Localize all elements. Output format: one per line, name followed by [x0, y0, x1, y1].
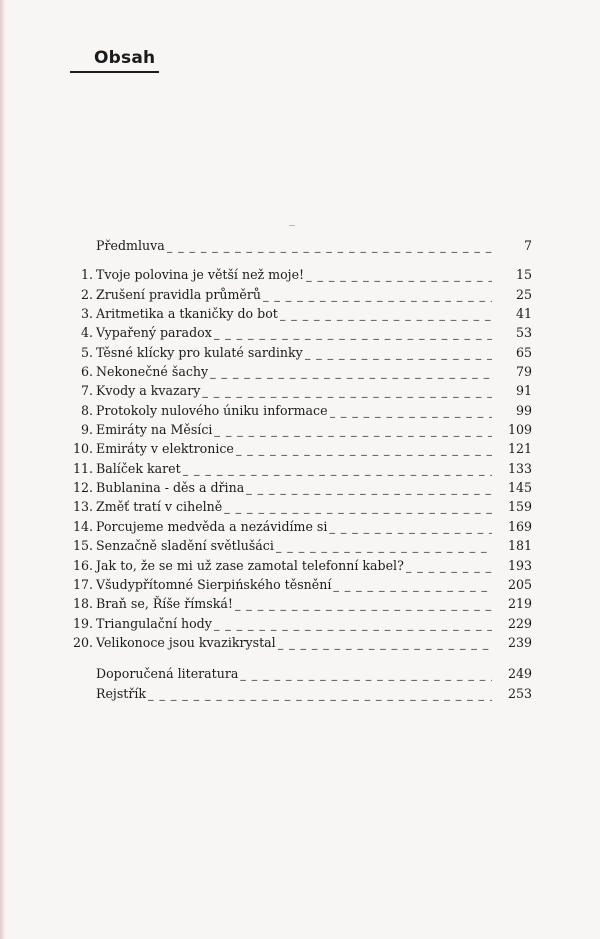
toc-page: 145 — [507, 480, 532, 496]
dot-leader — [210, 363, 492, 382]
toc-title: Velikonoce jsou kvazikrystal — [96, 634, 276, 650]
toc-page: 219 — [507, 596, 532, 612]
toc-number: 7. — [80, 383, 93, 399]
toc-number: 13. — [72, 499, 93, 515]
toc-number: 11. — [72, 460, 93, 476]
toc-number: 8. — [80, 402, 93, 418]
toc-row[interactable] — [58, 594, 532, 613]
toc-title: Balíček karet — [96, 460, 181, 476]
toc-title: Bublanina - děs a dřina — [96, 480, 245, 496]
dot-leader — [280, 305, 492, 324]
toc-title: Protokoly nulového úniku informace — [96, 402, 328, 418]
dot-leader — [263, 286, 492, 305]
chapters-group — [58, 265, 532, 652]
toc-title: Doporučená literatura — [96, 666, 239, 682]
toc-page: 121 — [507, 441, 532, 457]
toc-row[interactable] — [58, 401, 532, 420]
toc-page: 159 — [507, 499, 532, 515]
toc-row[interactable] — [58, 684, 532, 703]
toc-row[interactable] — [58, 517, 532, 536]
dot-leader — [224, 498, 492, 517]
toc-number: 9. — [80, 422, 93, 438]
toc-number: 19. — [72, 615, 93, 631]
toc-page: 25 — [515, 286, 532, 302]
toc-title: Emiráty na Měsíci — [96, 422, 213, 438]
dot-leader — [278, 634, 492, 653]
toc-number: 4. — [80, 325, 93, 341]
toc-number: 6. — [80, 364, 93, 380]
toc-title: Aritmetika a tkaničky do bot — [96, 306, 278, 322]
toc-row[interactable] — [58, 323, 532, 342]
toc-title: Triangulační hody — [96, 615, 212, 631]
toc-row[interactable] — [58, 459, 532, 478]
toc-row[interactable] — [58, 265, 532, 284]
toc-title: Emiráty v elektronice — [96, 441, 234, 457]
toc-number: 10. — [72, 441, 93, 457]
dot-leader — [406, 557, 492, 576]
toc-page: 181 — [507, 538, 532, 554]
toc-number: 12. — [72, 480, 93, 496]
toc-number: 16. — [72, 557, 93, 573]
toc-title: Změť tratí v cihelně — [96, 499, 223, 515]
toc-number: 3. — [80, 306, 93, 322]
toc-row-preface[interactable] — [58, 236, 532, 255]
toc-title: Rejstřík — [96, 685, 147, 701]
toc-number: 1. — [80, 267, 93, 283]
toc-number: 18. — [72, 596, 93, 612]
toc-title: Těsné klícky pro kulaté sardinky — [96, 344, 303, 360]
dot-leader — [305, 344, 492, 363]
toc-title: Senzačně sladění světlušáci — [96, 538, 274, 554]
toc-page: 205 — [507, 576, 532, 592]
dot-leader — [167, 237, 492, 256]
toc-row[interactable] — [58, 285, 532, 304]
table-of-contents — [58, 236, 532, 703]
toc-row[interactable] — [58, 536, 532, 555]
dot-leader — [240, 665, 492, 684]
toc-row[interactable] — [58, 556, 532, 575]
toc-number: 2. — [80, 286, 93, 302]
toc-title: Vypařený paradox — [96, 325, 212, 341]
toc-title: Tvoje polovina je větší než moje! — [96, 267, 305, 283]
toc-number: 17. — [72, 576, 93, 592]
toc-page: 229 — [507, 615, 532, 631]
toc-title: Porcujeme medvěda a nezávidíme si — [96, 518, 328, 534]
toc-title: Všudypřítomné Sierpińského těsnění — [96, 576, 332, 592]
dust-speck — [289, 225, 295, 226]
toc-row[interactable] — [58, 343, 532, 362]
dot-leader — [214, 615, 492, 634]
dot-leader — [246, 479, 492, 498]
dot-leader — [306, 266, 492, 285]
dot-leader — [202, 382, 492, 401]
toc-page: 99 — [515, 402, 532, 418]
toc-page: 15 — [515, 267, 532, 283]
toc-heading: Obsah — [70, 48, 159, 73]
dot-leader — [214, 421, 492, 440]
toc-row[interactable] — [58, 478, 532, 497]
toc-page: 249 — [507, 666, 532, 682]
toc-title: Zrušení pravidla průměrů — [96, 286, 261, 302]
toc-page: 193 — [507, 557, 532, 573]
toc-page: 133 — [507, 460, 532, 476]
dot-leader — [183, 460, 492, 479]
dot-leader — [276, 537, 492, 556]
dot-leader — [333, 576, 492, 595]
toc-row[interactable] — [58, 575, 532, 594]
toc-row[interactable] — [58, 497, 532, 516]
toc-page: 253 — [507, 685, 532, 701]
toc-row[interactable] — [58, 420, 532, 439]
toc-page: 91 — [515, 383, 532, 399]
toc-number: 14. — [72, 518, 93, 534]
toc-row[interactable] — [58, 439, 532, 458]
dot-leader — [235, 595, 492, 614]
dot-leader — [214, 324, 492, 343]
toc-number: 15. — [72, 538, 93, 554]
toc-page: 109 — [507, 422, 532, 438]
dot-leader — [330, 402, 492, 421]
toc-number: 20. — [72, 634, 93, 650]
toc-title: Braň se, Říše římská! — [96, 596, 233, 612]
heading-block — [70, 48, 159, 73]
dot-leader — [148, 685, 492, 704]
page-edge — [0, 0, 6, 939]
toc-title: Kvody a kvazary — [96, 383, 201, 399]
toc-row[interactable] — [58, 664, 532, 683]
toc-page: 169 — [507, 518, 532, 534]
dot-leader — [236, 440, 492, 459]
toc-page: 79 — [515, 364, 532, 380]
toc-page: 65 — [515, 344, 532, 360]
toc-row[interactable] — [58, 633, 532, 652]
toc-row[interactable] — [58, 362, 532, 381]
toc-title: Jak to, že se mi už zase zamotal telefonní kabel? — [96, 557, 404, 573]
dot-leader — [329, 518, 492, 537]
toc-number: 5. — [80, 344, 93, 360]
toc-row[interactable] — [58, 614, 532, 633]
appendix-group — [58, 664, 532, 703]
toc-row[interactable] — [58, 304, 532, 323]
toc-page: 41 — [515, 306, 532, 322]
preface-group — [58, 236, 532, 255]
toc-title: Předmluva — [96, 238, 165, 253]
toc-page: 239 — [507, 634, 532, 650]
toc-page: 53 — [515, 325, 532, 341]
toc-page: 7 — [523, 238, 532, 253]
toc-title: Nekonečné šachy — [96, 364, 209, 380]
toc-row[interactable] — [58, 381, 532, 400]
